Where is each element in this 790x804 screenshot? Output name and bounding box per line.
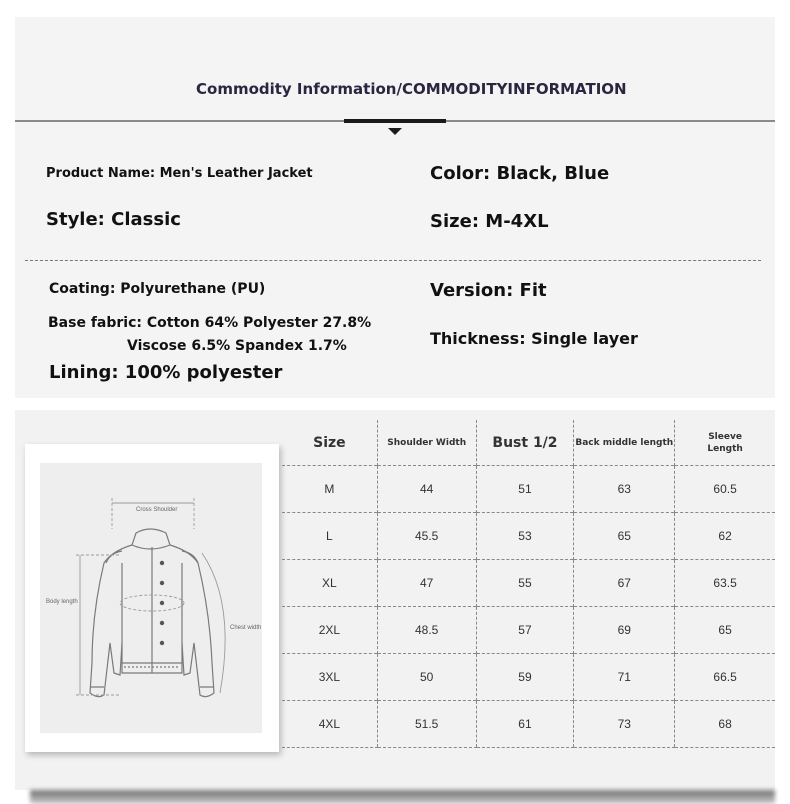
cell-bust: 55 — [476, 560, 574, 607]
table-row — [282, 607, 775, 654]
table-row — [282, 560, 775, 607]
cell-back-length: 67 — [574, 560, 675, 607]
cell-shoulder: 50 — [377, 654, 476, 701]
cell-sleeve: 63.5 — [675, 560, 775, 607]
cell-size: L — [282, 513, 377, 560]
chest-width-label: Chest width — [230, 625, 262, 631]
table-row — [282, 466, 775, 513]
cell-shoulder: 47 — [377, 560, 476, 607]
version-info: Version: Fit — [430, 280, 547, 301]
thickness-info: Thickness: Single layer — [430, 329, 638, 348]
cell-sleeve: 68 — [675, 701, 775, 748]
body-length-label: Body length — [46, 599, 78, 605]
header-sleeve-length-text: Sleeve Length — [707, 431, 743, 454]
header-shoulder-width: Shoulder Width — [377, 420, 476, 466]
product-name: Product Name: Men's Leather Jacket — [46, 166, 313, 181]
cell-size: 3XL — [282, 654, 377, 701]
cell-size: 2XL — [282, 607, 377, 654]
style-info: Style: Classic — [46, 209, 181, 230]
cell-bust: 61 — [476, 701, 574, 748]
size-table-header — [282, 420, 775, 466]
cell-shoulder: 45.5 — [377, 513, 476, 560]
header-sleeve-length — [675, 420, 775, 466]
cell-shoulder: 48.5 — [377, 607, 476, 654]
cell-back-length: 71 — [574, 654, 675, 701]
measurement-diagram — [40, 463, 262, 733]
cell-bust: 57 — [476, 607, 574, 654]
cell-back-length: 73 — [574, 701, 675, 748]
caret-down-icon — [388, 128, 402, 135]
cell-back-length: 63 — [574, 466, 675, 513]
cell-back-length: 65 — [574, 513, 675, 560]
info-divider — [25, 260, 761, 261]
cell-sleeve: 62 — [675, 513, 775, 560]
jacket-sketch-icon — [40, 463, 262, 733]
title-divider-accent — [344, 119, 446, 123]
cell-bust: 59 — [476, 654, 574, 701]
bottom-shadow — [30, 790, 775, 804]
header-size: Size — [313, 434, 346, 451]
cell-size: XL — [282, 560, 377, 607]
table-row — [282, 513, 775, 560]
table-row — [282, 654, 775, 701]
coating-info: Coating: Polyurethane (PU) — [49, 281, 266, 297]
cell-shoulder: 51.5 — [377, 701, 476, 748]
cell-size: 4XL — [282, 701, 377, 748]
cell-size: M — [282, 466, 377, 513]
cell-back-length: 69 — [574, 607, 675, 654]
cell-bust: 51 — [476, 466, 574, 513]
size-table — [282, 420, 775, 748]
size-info: Size: M-4XL — [430, 211, 549, 232]
cell-shoulder: 44 — [377, 466, 476, 513]
cross-shoulder-label: Cross Shoulder — [136, 507, 178, 513]
header-bust: Bust 1/2 — [476, 420, 574, 466]
cell-sleeve: 65 — [675, 607, 775, 654]
cell-sleeve: 60.5 — [675, 466, 775, 513]
cell-bust: 53 — [476, 513, 574, 560]
base-fabric-line1: Base fabric: Cotton 64% Polyester 27.8% — [48, 315, 372, 331]
base-fabric-line2: Viscose 6.5% Spandex 1.7% — [127, 338, 347, 354]
measurement-diagram-card — [25, 444, 279, 752]
cell-sleeve: 66.5 — [675, 654, 775, 701]
section-title-text: Commodity Information/COMMODITYINFORMATION — [196, 80, 627, 98]
header-back-middle-length: Back middle length — [574, 420, 675, 466]
color-info: Color: Black, Blue — [430, 163, 610, 184]
lining-info: Lining: 100% polyester — [49, 362, 283, 383]
table-row — [282, 701, 775, 748]
